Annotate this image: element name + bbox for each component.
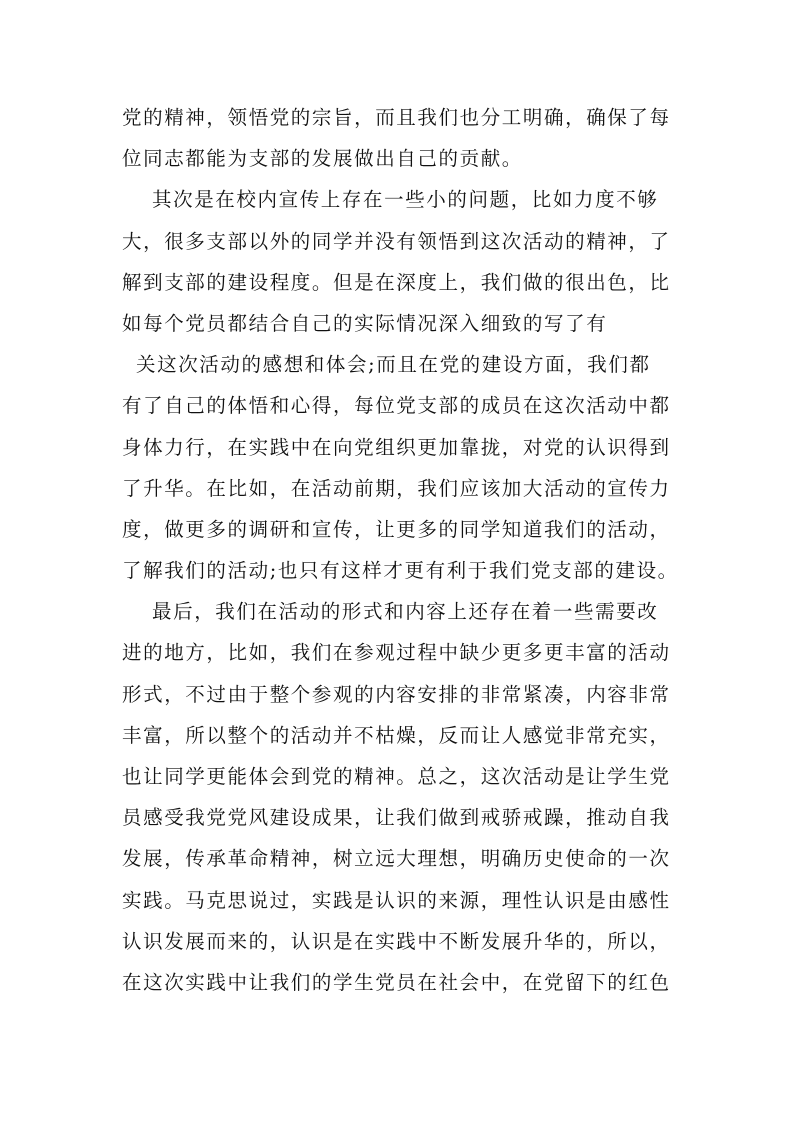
text-line: 在这次实践中让我们的学生党员在社会中，在党留下的红色 bbox=[122, 970, 671, 994]
text-line: 有了自己的体悟和心得，每位党支部的成员在这次活动中都 bbox=[122, 394, 671, 418]
text-line: 位同志都能为支部的发展做出自己的贡献。 bbox=[122, 147, 523, 171]
text-line: 也让同学更能体会到党的精神。总之，这次活动是让学生党 bbox=[122, 765, 671, 788]
text-line: 进的地方，比如，我们在参观过程中缺少更多更丰富的活动 bbox=[122, 641, 671, 665]
text-line: 认识发展而来的，认识是在实践中不断发展升华的，所以， bbox=[122, 929, 671, 953]
text-line: 了升华。在比如，在活动前期，我们应该加大活动的宣传力 bbox=[122, 476, 671, 500]
body-text bbox=[122, 97, 682, 1003]
text-line: 丰富，所以整个的活动并不枯燥，反而让人感觉非常充实， bbox=[122, 723, 671, 747]
text-line: 解到支部的建设程度。但是在深度上，我们做的很出色，比 bbox=[122, 270, 671, 294]
paragraph-start-line: 最后，我们在活动的形式和内容上还存在着一些需要改 bbox=[152, 600, 659, 624]
text-line: 员感受我党党风建设成果，让我们做到戒骄戒躁，推动自我 bbox=[122, 806, 671, 830]
text-line: 大，很多支部以外的同学并没有领悟到这次活动的精神，了 bbox=[122, 229, 671, 253]
text-line: 度，做更多的调研和宣传，让更多的同学知道我们的活动， bbox=[122, 517, 671, 541]
text-line: 如每个党员都结合自己的实际情况深入细致的写了有 bbox=[122, 311, 608, 335]
text-line: 党的精神，领悟党的宗旨，而且我们也分工明确，确保了每 bbox=[122, 106, 671, 129]
text-line: 形式，不过由于整个参观的内容安排的非常紧凑，内容非常 bbox=[122, 682, 671, 706]
text-line: 实践。马克思说过，实践是认识的来源，理性认识是由感性 bbox=[122, 888, 671, 912]
text-line: 发展，传承革命精神，树立远大理想，明确历史使命的一次 bbox=[122, 847, 671, 871]
text-line: 了解我们的活动;也只有这样才更有利于我们党支部的建设。 bbox=[122, 559, 679, 583]
paragraph-start-line: 其次是在校内宣传上存在一些小的问题，比如力度不够 bbox=[152, 188, 659, 212]
text-line: 身体力行，在实践中在向党组织更加靠拢，对党的认识得到 bbox=[122, 435, 671, 459]
text-line: 关这次活动的感想和体会;而且在党的建设方面，我们都 bbox=[136, 353, 651, 377]
